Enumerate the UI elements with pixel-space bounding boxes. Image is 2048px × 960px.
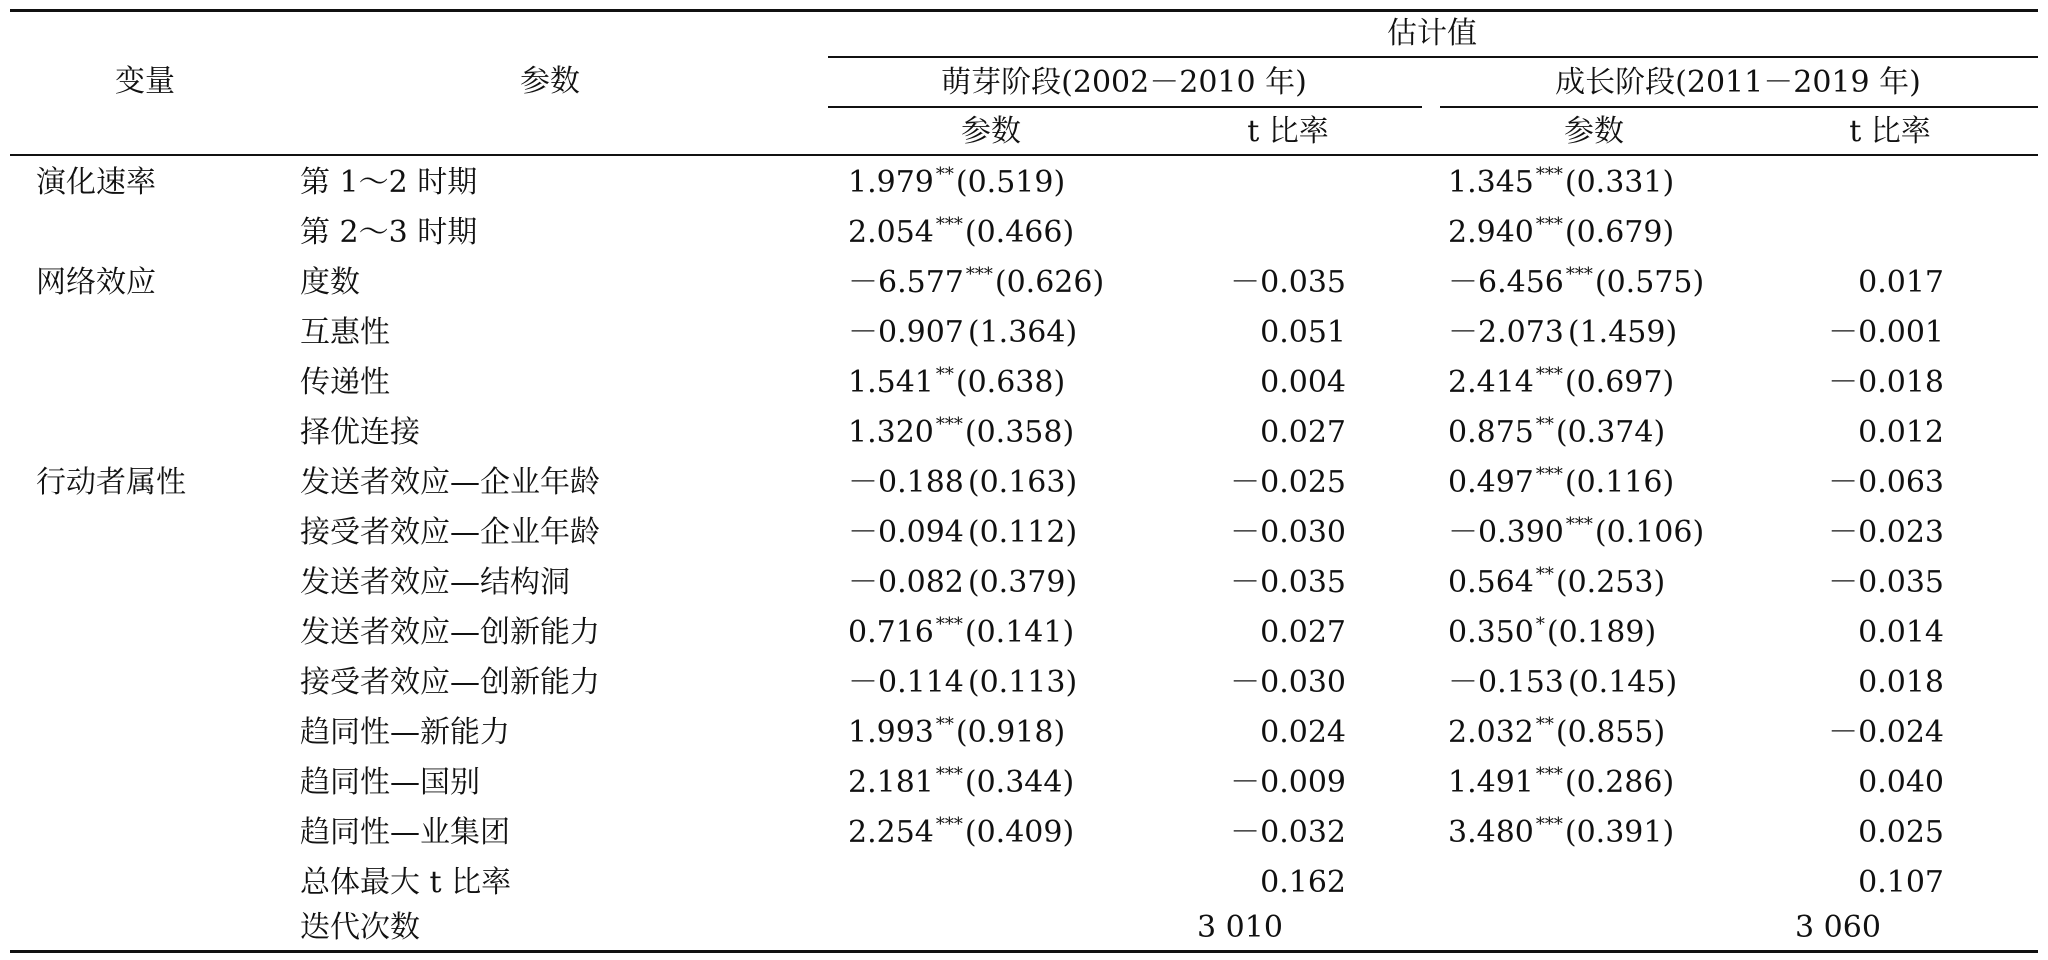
estimate-value: －0.390 xyxy=(1448,515,1564,550)
estimate-value: 0.497 xyxy=(1448,465,1534,500)
significance-stars: *** xyxy=(935,814,963,835)
estimate-cell-s2 xyxy=(1448,263,1704,303)
row-parameter-label: 趋同性—业集团 xyxy=(300,815,510,850)
estimate-value: 2.940 xyxy=(1448,215,1534,250)
significance-stars: *** xyxy=(935,614,963,635)
standard-error: (0.638) xyxy=(955,365,1066,400)
t-ratio-cell-s1: －0.009 xyxy=(1230,765,1346,800)
estimate-value: 2.032 xyxy=(1448,715,1534,750)
header-stage1-tratio: t 比率 xyxy=(1247,114,1329,149)
t-ratio-cell-s2: 0.018 xyxy=(1858,665,1944,700)
estimate-cell-s1 xyxy=(848,763,1074,803)
standard-error: (0.344) xyxy=(964,765,1075,800)
row-parameter-label: 接受者效应—创新能力 xyxy=(300,665,600,700)
estimate-cell-s1 xyxy=(848,513,1077,553)
row-parameter-label: 第 1～2 时期 xyxy=(300,165,478,200)
iterations-stage1: 3 010 xyxy=(1197,910,1283,945)
estimate-value: －0.188 xyxy=(848,465,964,500)
estimate-value: －6.456 xyxy=(1448,265,1564,300)
estimate-cell-s2 xyxy=(1448,513,1704,553)
iterations-label: 迭代次数 xyxy=(300,910,420,945)
t-ratio-cell-s2: －0.023 xyxy=(1828,515,1944,550)
t-ratio-cell-s1: 0.024 xyxy=(1260,715,1346,750)
row-parameter-label: 互惠性 xyxy=(300,315,390,350)
estimate-cell-s1 xyxy=(848,363,1065,403)
standard-error: (1.459) xyxy=(1567,315,1678,350)
row-parameter-label: 第 2～3 时期 xyxy=(300,215,478,250)
bottom-rule xyxy=(10,950,2038,953)
estimate-cell-s1 xyxy=(848,313,1077,353)
standard-error: (0.697) xyxy=(1564,365,1675,400)
t-ratio-cell-s2: 0.040 xyxy=(1858,765,1944,800)
row-parameter-label: 度数 xyxy=(300,265,360,300)
t-ratio-cell-s1: －0.035 xyxy=(1230,265,1346,300)
row-parameter-label: 发送者效应—创新能力 xyxy=(300,615,600,650)
header-bottom-rule xyxy=(10,154,2038,156)
t-ratio-cell-s2: 0.107 xyxy=(1858,865,1944,900)
estimate-cell-s1 xyxy=(848,163,1065,203)
estimate-cell-s1 xyxy=(848,213,1074,253)
t-ratio-cell-s1: －0.030 xyxy=(1230,665,1346,700)
t-ratio-cell-s2: －0.024 xyxy=(1828,715,1944,750)
significance-stars: ** xyxy=(1535,414,1554,435)
row-parameter-label: 趋同性—新能力 xyxy=(300,715,510,750)
significance-stars: ** xyxy=(1535,714,1554,735)
significance-stars: ** xyxy=(935,364,954,385)
t-ratio-cell-s1: 0.027 xyxy=(1260,415,1346,450)
standard-error: (0.113) xyxy=(967,665,1078,700)
standard-error: (0.253) xyxy=(1555,565,1666,600)
estimates-underline xyxy=(828,56,2038,58)
t-ratio-cell-s2: 0.012 xyxy=(1858,415,1944,450)
row-parameter-label: 发送者效应—企业年龄 xyxy=(300,465,600,500)
header-stage1: 萌芽阶段(2002－2010 年) xyxy=(941,65,1307,100)
significance-stars: *** xyxy=(935,414,963,435)
row-parameter-label: 发送者效应—结构洞 xyxy=(300,565,570,600)
significance-stars: *** xyxy=(965,264,993,285)
significance-stars: *** xyxy=(1565,514,1593,535)
estimate-cell-s2 xyxy=(1448,563,1665,603)
estimate-cell-s1 xyxy=(848,663,1077,703)
estimate-cell-s1 xyxy=(848,563,1077,603)
estimate-value: 1.320 xyxy=(848,415,934,450)
standard-error: (0.189) xyxy=(1546,615,1657,650)
row-group-label: 网络效应 xyxy=(36,265,156,300)
standard-error: (0.409) xyxy=(964,815,1075,850)
iterations-stage2: 3 060 xyxy=(1795,910,1881,945)
standard-error: (0.145) xyxy=(1567,665,1678,700)
estimate-value: －0.114 xyxy=(848,665,964,700)
row-parameter-label: 接受者效应—企业年龄 xyxy=(300,515,600,550)
standard-error: (0.519) xyxy=(955,165,1066,200)
standard-error: (0.331) xyxy=(1564,165,1675,200)
estimate-value: 1.993 xyxy=(848,715,934,750)
t-ratio-cell-s2: －0.035 xyxy=(1828,565,1944,600)
row-group-label: 行动者属性 xyxy=(36,465,186,500)
standard-error: (0.391) xyxy=(1564,815,1675,850)
significance-stars: *** xyxy=(1535,164,1563,185)
t-ratio-cell-s1: 0.051 xyxy=(1260,315,1346,350)
t-ratio-cell-s2: －0.063 xyxy=(1828,465,1944,500)
t-ratio-cell-s2: －0.001 xyxy=(1828,315,1944,350)
standard-error: (0.855) xyxy=(1555,715,1666,750)
standard-error: (0.626) xyxy=(994,265,1105,300)
standard-error: (0.466) xyxy=(964,215,1075,250)
t-ratio-cell-s1: 0.004 xyxy=(1260,365,1346,400)
stage2-underline xyxy=(1440,106,2038,108)
significance-stars: *** xyxy=(1535,464,1563,485)
t-ratio-cell-s1: －0.025 xyxy=(1230,465,1346,500)
estimate-value: 2.181 xyxy=(848,765,934,800)
stage1-underline xyxy=(828,106,1422,108)
header-stage2-tratio: t 比率 xyxy=(1849,114,1931,149)
significance-stars: *** xyxy=(1535,364,1563,385)
significance-stars: *** xyxy=(935,764,963,785)
header-variable: 变量 xyxy=(115,64,175,99)
row-parameter-label: 择优连接 xyxy=(300,415,420,450)
standard-error: (0.163) xyxy=(967,465,1078,500)
standard-error: (0.116) xyxy=(1564,465,1675,500)
estimate-value: 1.491 xyxy=(1448,765,1534,800)
standard-error: (0.679) xyxy=(1564,215,1675,250)
t-ratio-cell-s1: －0.032 xyxy=(1230,815,1346,850)
t-ratio-cell-s1: 0.027 xyxy=(1260,615,1346,650)
significance-stars: *** xyxy=(1535,814,1563,835)
estimate-cell-s1 xyxy=(848,613,1074,653)
standard-error: (0.379) xyxy=(967,565,1078,600)
significance-stars: ** xyxy=(1535,564,1554,585)
estimate-value: 0.875 xyxy=(1448,415,1534,450)
row-group-label: 演化速率 xyxy=(36,165,156,200)
estimate-cell-s2 xyxy=(1448,413,1665,453)
standard-error: (0.286) xyxy=(1564,765,1675,800)
significance-stars: ** xyxy=(935,164,954,185)
estimate-cell-s2 xyxy=(1448,813,1674,853)
t-ratio-cell-s1: －0.035 xyxy=(1230,565,1346,600)
estimate-cell-s1 xyxy=(848,413,1074,453)
estimate-cell-s2 xyxy=(1448,163,1674,203)
header-estimates: 估计值 xyxy=(1387,16,1477,51)
t-ratio-cell-s2: 0.025 xyxy=(1858,815,1944,850)
estimate-value: 1.345 xyxy=(1448,165,1534,200)
estimate-value: 1.541 xyxy=(848,365,934,400)
estimate-cell-s2 xyxy=(1448,663,1677,703)
estimate-value: 0.350 xyxy=(1448,615,1534,650)
estimate-cell-s2 xyxy=(1448,463,1674,503)
standard-error: (0.141) xyxy=(964,615,1075,650)
estimate-value: 0.564 xyxy=(1448,565,1534,600)
estimate-cell-s1 xyxy=(848,463,1077,503)
estimate-cell-s2 xyxy=(1448,763,1674,803)
t-ratio-cell-s2: 0.017 xyxy=(1858,265,1944,300)
header-stage1-param: 参数 xyxy=(961,114,1021,149)
significance-stars: ** xyxy=(935,714,954,735)
standard-error: (0.918) xyxy=(955,715,1066,750)
estimate-cell-s2 xyxy=(1448,613,1656,653)
header-stage2: 成长阶段(2011－2019 年) xyxy=(1555,65,1921,100)
estimate-value: 1.979 xyxy=(848,165,934,200)
significance-stars: * xyxy=(1535,614,1545,635)
estimate-value: －0.094 xyxy=(848,515,964,550)
estimate-cell-s2 xyxy=(1448,313,1677,353)
estimate-cell-s1 xyxy=(848,263,1104,303)
t-ratio-cell-s1: 0.162 xyxy=(1260,865,1346,900)
significance-stars: *** xyxy=(1535,764,1563,785)
estimate-value: －6.577 xyxy=(848,265,964,300)
standard-error: (0.106) xyxy=(1594,515,1705,550)
header-stage2-param: 参数 xyxy=(1564,114,1624,149)
estimate-cell-s2 xyxy=(1448,213,1674,253)
t-ratio-cell-s2: －0.018 xyxy=(1828,365,1944,400)
standard-error: (0.374) xyxy=(1555,415,1666,450)
significance-stars: *** xyxy=(935,214,963,235)
estimate-value: －0.153 xyxy=(1448,665,1564,700)
estimate-value: 0.716 xyxy=(848,615,934,650)
t-ratio-cell-s2: 0.014 xyxy=(1858,615,1944,650)
standard-error: (0.358) xyxy=(964,415,1075,450)
significance-stars: *** xyxy=(1565,264,1593,285)
estimate-cell-s1 xyxy=(848,813,1074,853)
top-rule xyxy=(10,9,2038,12)
t-ratio-cell-s1: －0.030 xyxy=(1230,515,1346,550)
estimate-value: －2.073 xyxy=(1448,315,1564,350)
estimate-value: 3.480 xyxy=(1448,815,1534,850)
row-parameter-label: 总体最大 t 比率 xyxy=(300,865,512,900)
estimate-value: －0.907 xyxy=(848,315,964,350)
row-parameter-label: 趋同性—国别 xyxy=(300,765,480,800)
estimate-cell-s2 xyxy=(1448,363,1674,403)
estimate-value: 2.414 xyxy=(1448,365,1534,400)
row-parameter-label: 传递性 xyxy=(300,365,390,400)
significance-stars: *** xyxy=(1535,214,1563,235)
estimate-value: 2.054 xyxy=(848,215,934,250)
estimate-cell-s2 xyxy=(1448,713,1665,753)
standard-error: (1.364) xyxy=(967,315,1078,350)
header-parameter: 参数 xyxy=(520,64,580,99)
standard-error: (0.575) xyxy=(1594,265,1705,300)
estimate-value: －0.082 xyxy=(848,565,964,600)
estimate-cell-s1 xyxy=(848,713,1065,753)
estimate-value: 2.254 xyxy=(848,815,934,850)
standard-error: (0.112) xyxy=(967,515,1078,550)
